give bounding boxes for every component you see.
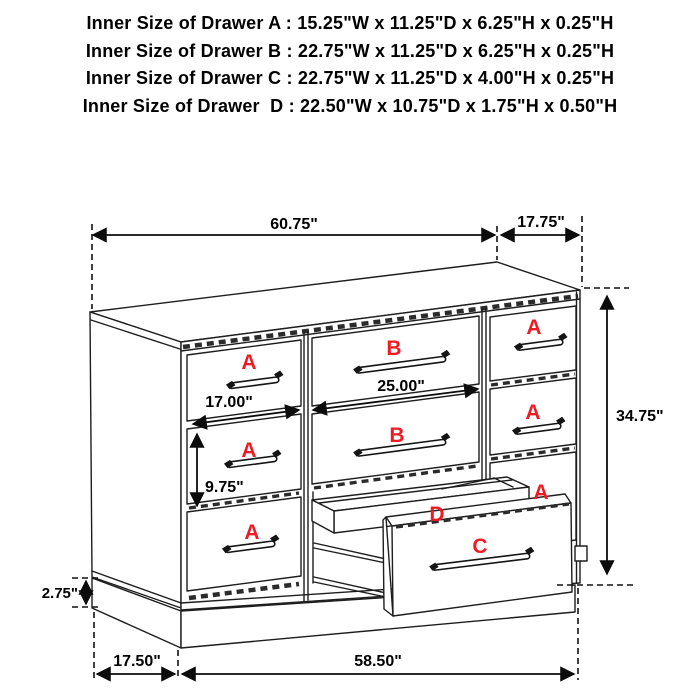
header-line-drawer-d: Inner Size of Drawer D : 22.50"W x 10.75"D x 1.75"H x 0.50"H — [82, 95, 618, 116]
dimension-base-height — [42, 581, 86, 604]
dim-top-width-label: 60.75" — [270, 216, 318, 233]
drawer-column-left — [187, 340, 301, 598]
dim-drawer-b-width-label: 25.00" — [377, 378, 425, 395]
drawer-c-label: C — [472, 535, 488, 558]
dresser-side-panel — [90, 312, 181, 608]
drawer-d-label: D — [429, 503, 445, 526]
dim-top-depth-label: 17.75" — [517, 214, 565, 231]
dim-base-front-width-label: 58.50" — [354, 653, 402, 670]
header-line-drawer-c: Inner Size of Drawer C : 22.75"W x 11.25"D x 4.00"H x 0.25"H — [85, 68, 615, 88]
header-line-drawer-b: Inner Size of Drawer B : 22.75"W x 11.25"D x 6.25"H x 0.25"H — [85, 40, 615, 61]
drawer-b-label: B — [389, 424, 405, 447]
dim-drawer-a-width-label: 17.00" — [205, 394, 253, 411]
dim-base-side-depth-label: 17.50" — [113, 653, 161, 670]
dim-drawer-a-height-label: 9.75" — [205, 479, 244, 496]
dimension-base-side-depth — [97, 653, 175, 674]
header-line-drawer-a: Inner Size of Drawer A : 15.25"W x 11.25"D x 6.25"H x 0.25"H — [86, 13, 614, 33]
dimension-overall-height — [607, 296, 664, 574]
dim-overall-height-label: 34.75" — [616, 408, 664, 425]
drawer-a-label: A — [241, 439, 257, 462]
right-side-foot — [575, 546, 587, 561]
drawer-a-label: A — [244, 521, 260, 544]
drawer-a-label: A — [525, 401, 541, 424]
drawer-b-label: B — [386, 337, 402, 360]
dimension-top-depth — [501, 214, 579, 235]
dimension-base-front-width — [182, 653, 574, 674]
dim-base-height-label: 2.75" — [41, 585, 78, 602]
drawer-a-label: A — [241, 351, 257, 374]
drawer-a-label: A — [533, 481, 549, 504]
dimension-top-width — [93, 216, 495, 235]
drawer-a-label: A — [526, 316, 542, 339]
